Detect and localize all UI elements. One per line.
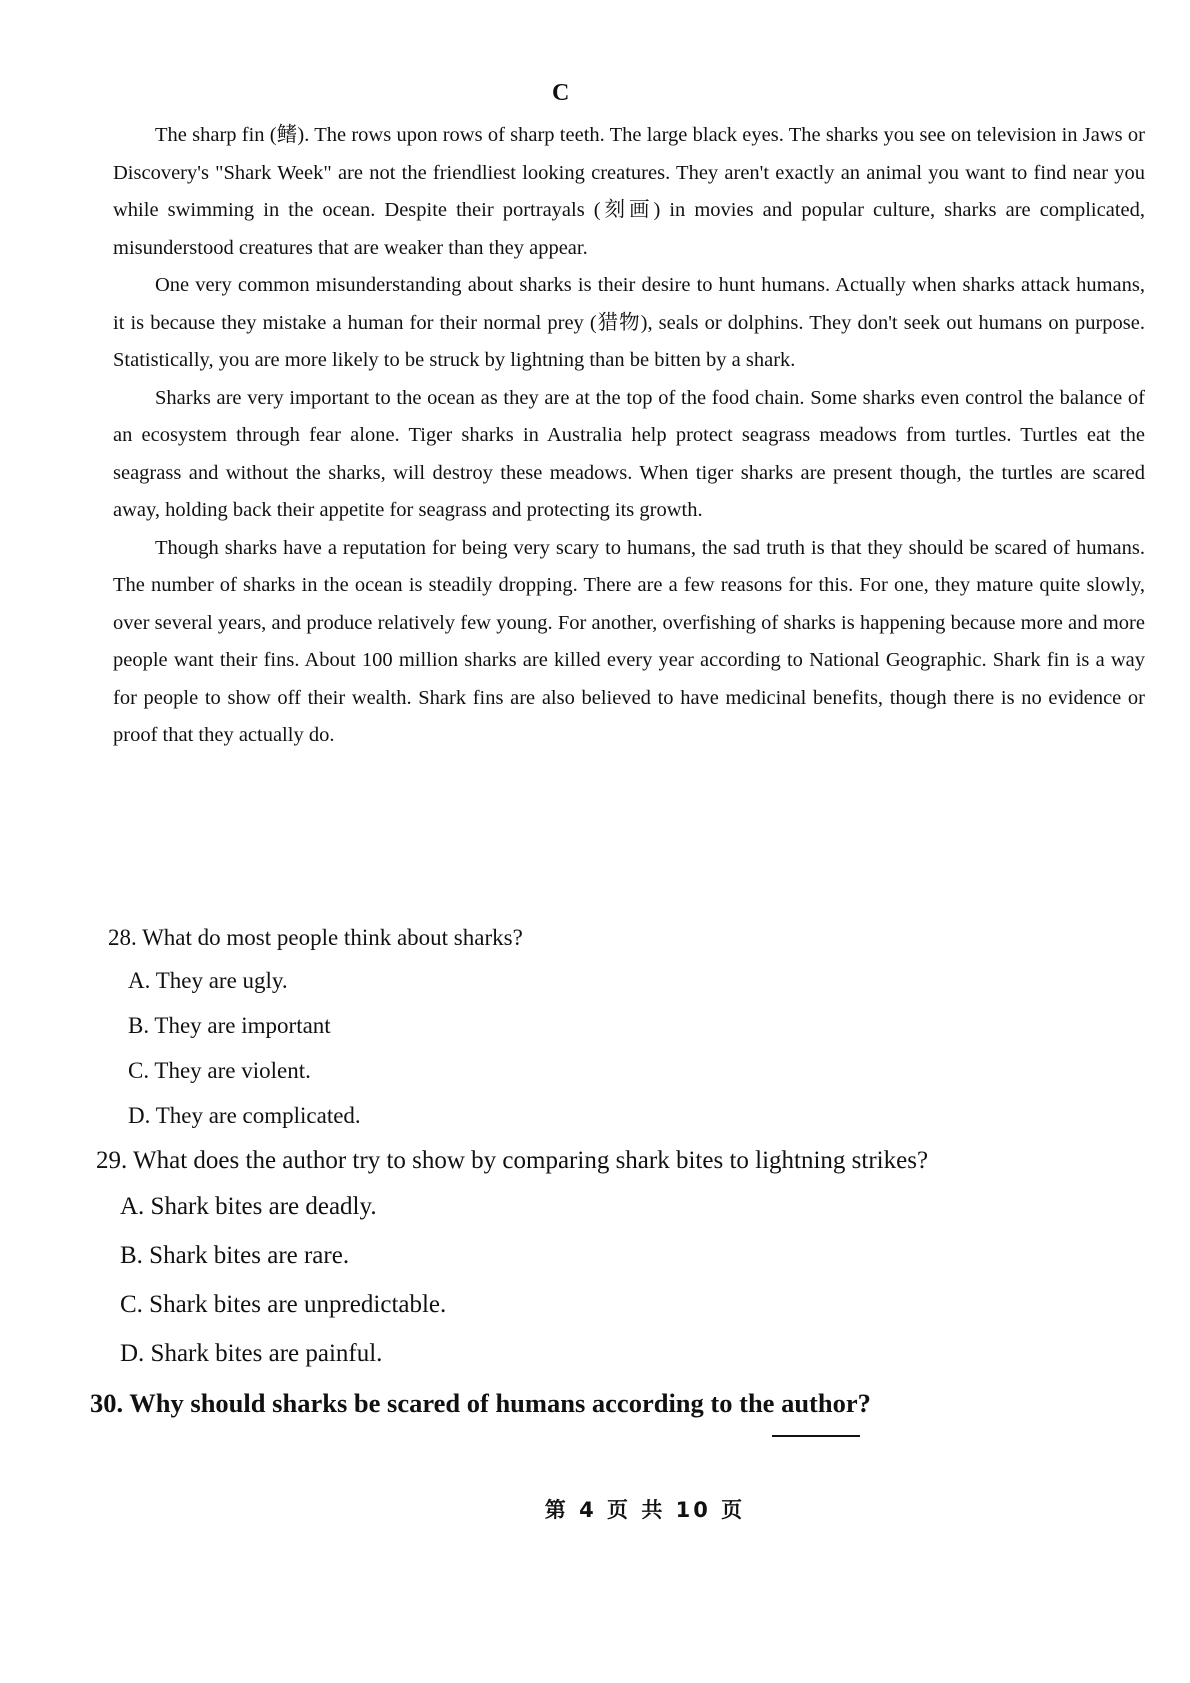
page-number: 第 4 页 共 10 页 <box>544 1498 746 1522</box>
option-a: A. They are ugly. <box>128 968 288 993</box>
option-c: C. Shark bites are unpredictable. <box>120 1291 447 1318</box>
option-d: D. They are complicated. <box>128 1103 361 1128</box>
question-28 <box>108 918 1190 1138</box>
passage-paragraph: The sharp fin (鳍). The rows upon rows of sharp teeth. The large black eyes. The sharks you see on television in Jaws or Discovery's "Shark Week" are not the friendliest looking creatures. They aren't exactly an animal you want to find near you while swimming in the ocean. Despite their portrayals (刻画) in movies and popular culture, sharks are complicated, misunderstood creatures that are weaker than they appear. <box>113 124 1145 259</box>
question-30 <box>90 1382 1190 1424</box>
option-b: B. Shark bites are rare. <box>120 1242 350 1269</box>
reading-passage <box>113 117 1145 755</box>
option-c: C. They are violent. <box>128 1058 311 1083</box>
option-b: B. They are important <box>128 1013 331 1038</box>
passage-paragraph: Though sharks have a reputation for being very scary to humans, the sad truth is that they should be scared of humans. The number of sharks in the ocean is steadily dropping. There are a few reasons for this. For one, they mature quite slowly, over several years, and produce relatively few young. For another, overfishing of sharks is happening because more and more people want their fins. About 100 million sharks are killed every year according to National Geographic. Shark fin is a way for people to show off their wealth. Shark fins are also believed to have medicinal benefits, though there is no evidence or proof that they actually do. <box>113 536 1145 746</box>
question-stem: 29. What does the author try to show by comparing shark bites to lightning strikes? <box>96 1147 929 1174</box>
question-stem: 28. What do most people think about sharks? <box>108 925 523 950</box>
option-a: A. Shark bites are deadly. <box>120 1193 377 1220</box>
question-29 <box>96 1140 1190 1378</box>
passage-paragraph: One very common misunderstanding about sharks is their desire to hunt humans. Actually when sharks attack humans, it is because they mistake a human for their normal prey (猎物), seals or dolphins. They don't seek out humans on purpose. Statistically, you are more likely to be struck by lightning than be bitten by a shark. <box>113 274 1145 371</box>
answer-blank-line <box>772 1435 860 1437</box>
question-stem: 30. Why should sharks be scared of humans according to the author? <box>90 1388 871 1418</box>
option-d: D. Shark bites are painful. <box>120 1340 383 1367</box>
section-label: C <box>552 80 571 106</box>
passage-paragraph: Sharks are very important to the ocean as they are at the top of the food chain. Some sharks even control the balance of an ecosystem through fear alone. Tiger sharks in Australia help protect seagrass meadows from turtles. Turtles eat the seagrass and without the sharks, will destroy these meadows. When tiger sharks are present though, the turtles are scared away, holding back their appetite for seagrass and protecting its growth. <box>113 386 1145 521</box>
